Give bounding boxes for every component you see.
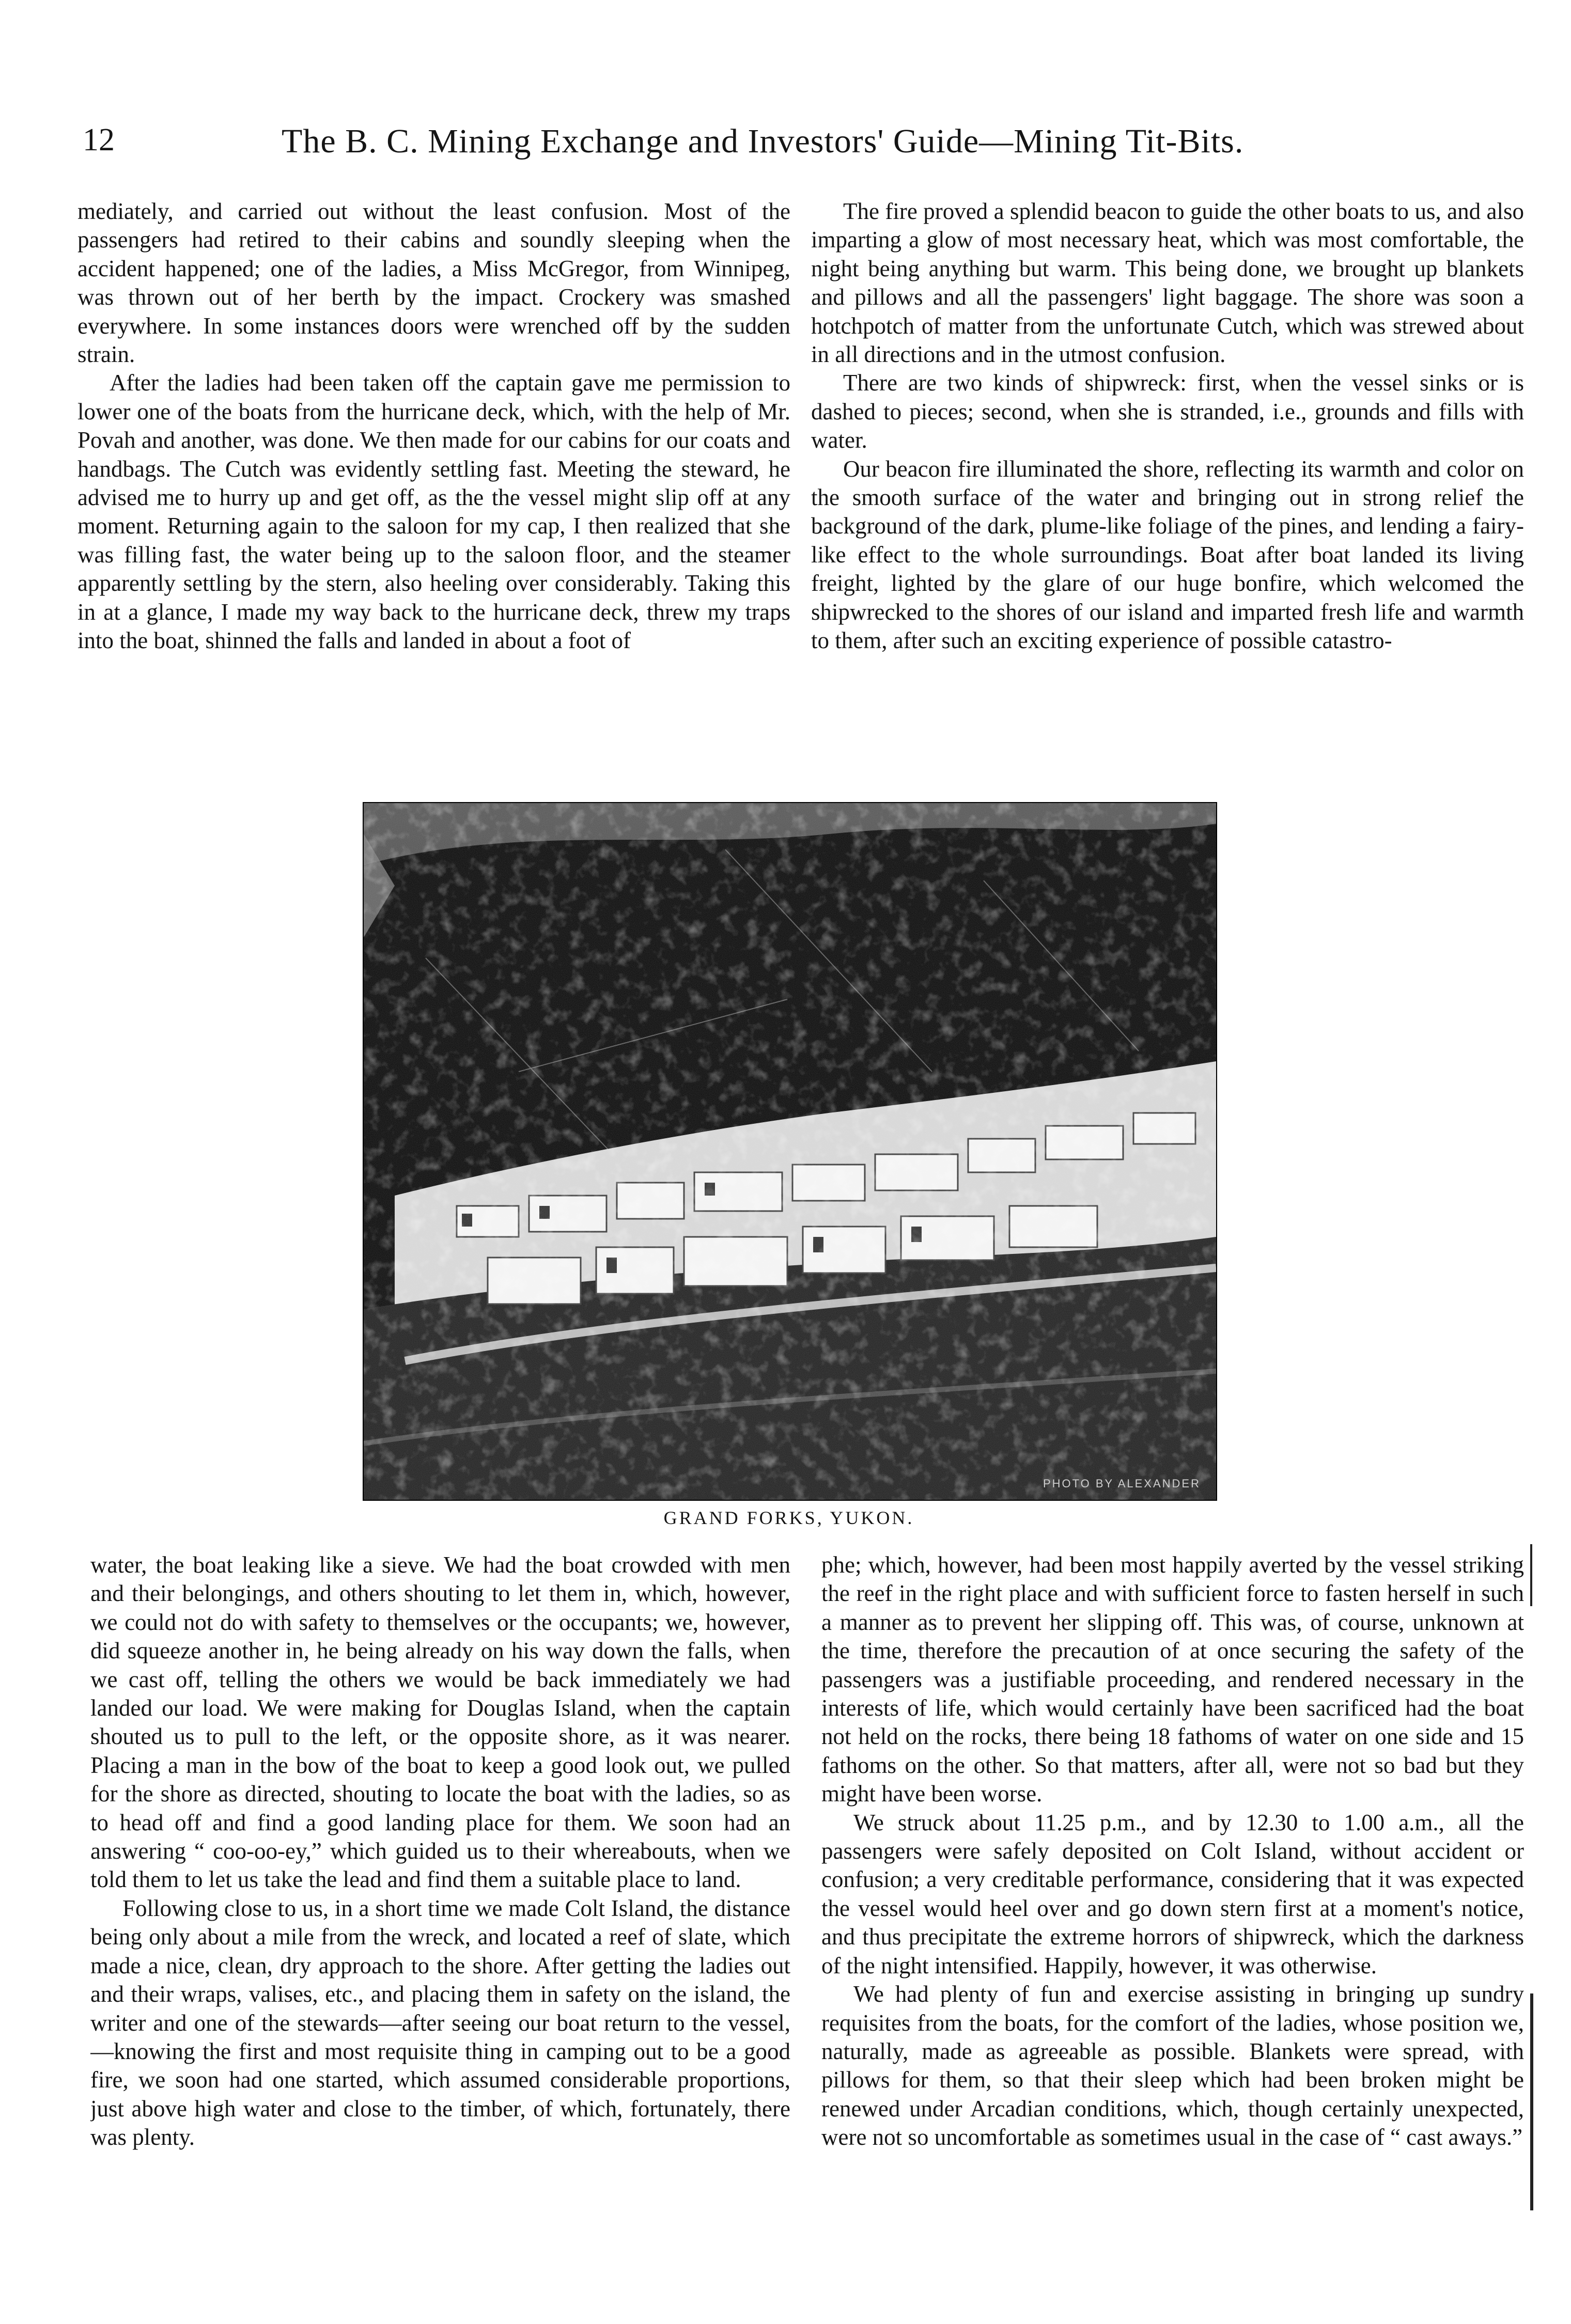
photograph-grand-forks xyxy=(363,802,1217,1501)
paragraph: phe; which, however, had been most happily averted by the vessel striking the reef in the right place and with sufficient force to fasten herself in such a manner as to prevent her slipping off. This was, of course, unknown at the time, therefore the precaution of at once securing the safety of the passengers was a justifiable proceeding, and rendered necessary in the interests of life, which would certainly have been sacrificed had the boat not held on the rocks, there being 18 fathoms of water on one side and 15 fathoms on the other. So that matters, after all, were not so bad but they might have been worse. xyxy=(821,1552,1524,1807)
photo-credit: PHOTO BY ALEXANDER xyxy=(1043,1477,1201,1490)
paragraph: Our beacon fire illuminated the shore, reflecting its warmth and color on the smooth surface of the water and bringing out in strong relief the background of the dark, plume-like foliage of the pines, and lending a fairy-like effect to the whole surroundings. Boat after boat landed its living freight, lighted by the glare of our huge bonfire, which welcomed the shipwrecked to the shores of our island and imparted fresh life and warmth to them, after such an exciting experience of possible catastro- xyxy=(811,456,1524,654)
paragraph: Following close to us, in a short time we made Colt Island, the distance being only about a mile from the wreck, and located a reef of slate, which made a nice, clean, dry approach to the shore. After getting the ladies out and their wraps, valises, etc., and placing them in safety on the island, the writer and one of the stewards—after seeing our boat return to the vessel,—knowing the first and most requisite thing in camping out to be a good fire, we soon had one started, which assumed considerable proportions, just above high water and close to the timber, of which, fortunately, there was plenty. xyxy=(90,1895,790,2150)
paragraph: After the ladies had been taken off the captain gave me permission to lower one of the boats from the hurricane deck, which, with the help of Mr. Povah and another, was done. We then made for our cabins for our coats and handbags. The Cutch was evidently settling fast. Meeting the steward, he advised me to hurry up and get off, as the the vessel might slip off at any moment. Returning again to the saloon for my cap, I then realized that she was filling fast, the water being up to the saloon floor, and the steamer apparently settling by the stern, also heeling over considerably. Taking this in at a glance, I made my way back to the hurricane deck, threw my traps into the boat, shinned the falls and landed in about a foot of xyxy=(77,370,790,654)
paragraph: We had plenty of fun and exercise assisting in bringing up sundry requisites from the boats, for the comfort of the ladies, whose position we, naturally, made as agreeable as possible. Blankets were spread, with pillows for them, so that their sleep which had been broken might be renewed under Arcadian conditions, which, though certainly unexpected, were not so uncomfortable as sometimes usual in the case of “ cast aways.” xyxy=(821,1981,1524,2150)
page-header xyxy=(0,122,1571,174)
town-photo-illustration xyxy=(364,803,1216,1500)
article-column-bottom-left xyxy=(90,1551,790,2217)
paragraph: We struck about 11.25 p.m., and by 12.30 to 1.00 a.m., all the passengers were safely deposited on Colt Island, without accident or confusion; a very creditable performance, considering that it was expected the vessel would heel over and go down stern first at a moment's notice, and thus precipitate the extreme horrors of shipwreck, which the darkness of the night intensified. Happily, however, it was otherwise. xyxy=(821,1809,1524,1978)
figure-caption: GRAND FORKS, YUKON. xyxy=(663,1508,914,1528)
article-column-bottom-right xyxy=(821,1551,1524,2217)
article-column-top-right xyxy=(811,197,1524,719)
paragraph: There are two kinds of shipwreck: first, when the vessel sinks or is dashed to pieces; second, when she is stranded, i.e., grounds and fills with water. xyxy=(811,370,1524,453)
paragraph: water, the boat leaking like a sieve. We had the boat crowded with men and their belongings, and others shouting to let them in, which, however, we could not do with safety to themselves or the occupants; we, however, did squeeze another in, he being already on his way down the falls, when we cast off, telling the others we would be back immediately we had landed our load. We were making for Douglas Island, when the captain shouted us to pull to the left, or the opposite shore, as it was nearer. Placing a man in the bow of the boat to keep a good look out, we pulled for the shore as directed, shouting to locate the boat with the ladies, so as to head off and find a good landing place for them. We soon had an answering “ coo-oo-ey,” which guided us to their whereabouts, when we told them to let us take the lead and find them a suitable place to land. xyxy=(90,1552,790,1893)
margin-rule xyxy=(1530,1993,1533,2210)
article-column-top-left xyxy=(77,197,790,719)
page-number: 12 xyxy=(83,122,115,158)
margin-rule xyxy=(1530,1544,1532,1606)
running-title: The B. C. Mining Exchange and Investors' Guide—Mining Tit-Bits. xyxy=(282,122,1244,160)
paragraph: The fire proved a splendid beacon to guide the other boats to us, and also imparting a glow of most necessary heat, which was most comfortable, the night being anything but warm. This being done, we brought up blankets and pillows and all the passengers' light baggage. The shore was soon a hotchpotch of matter from the unfortunate Cutch, which was strewed about in all directions and in the utmost confusion. xyxy=(811,198,1524,368)
paragraph: mediately, and carried out without the least confusion. Most of the passengers had retired to their cabins and soundly sleeping when the accident happened; one of the ladies, a Miss McGregor, from Winnipeg, was thrown out of her berth by the impact. Crockery was smashed everywhere. In some instances doors were wrenched off by the sudden strain. xyxy=(77,198,790,368)
